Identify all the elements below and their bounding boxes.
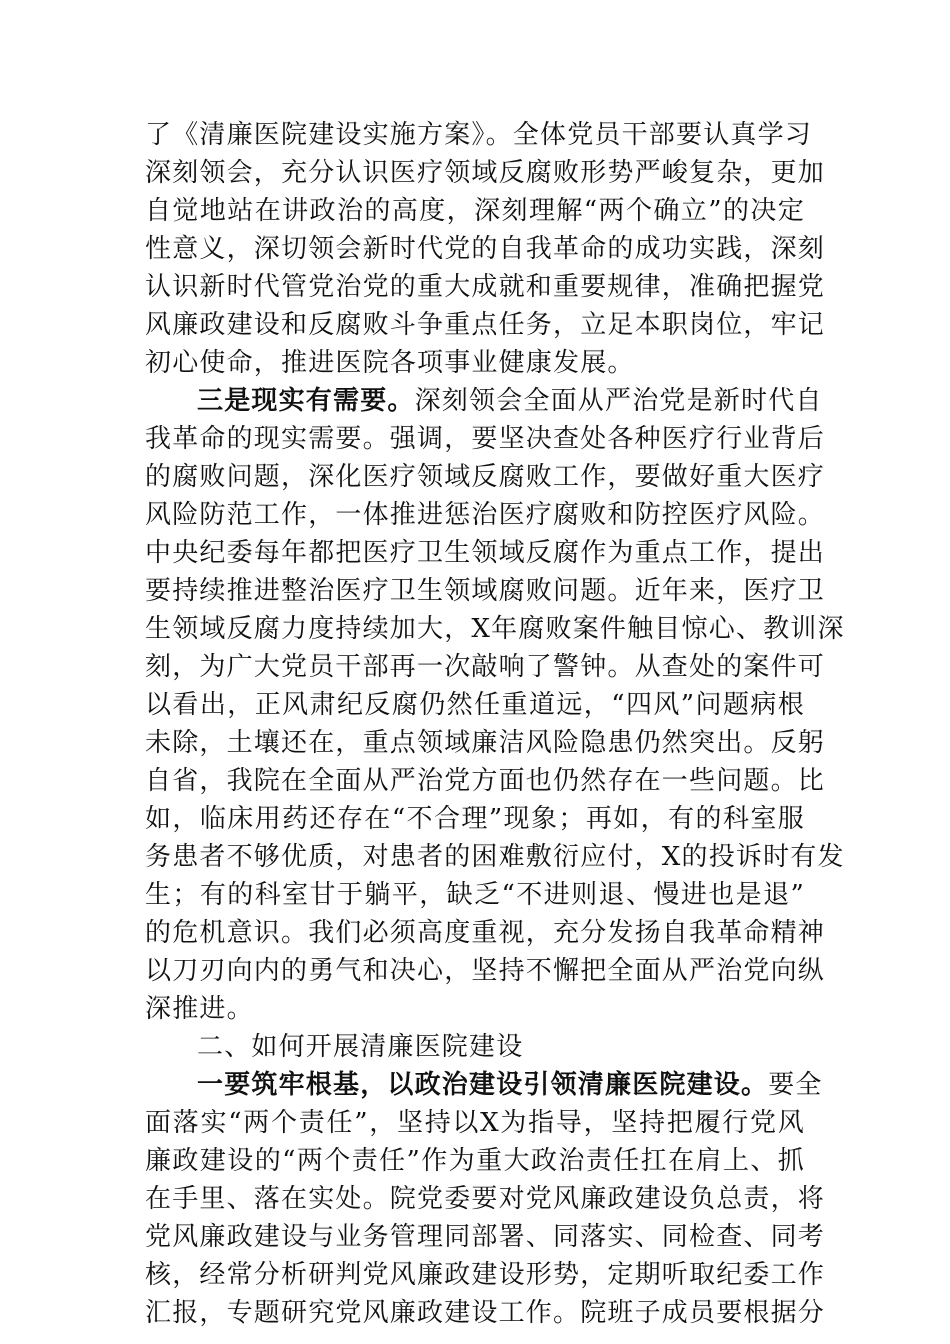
body-text-line: 风险防范工作，一体推进惩治医疗腐败和防控医疗风险。 <box>145 500 826 530</box>
section-heading: 二、如何开展清廉医院建设 <box>197 1032 524 1062</box>
body-text-line: 的腐败问题，深化医疗领域反腐败工作，要做好重大医疗 <box>145 462 826 492</box>
body-text-line: 自省，我院在全面从严治党方面也仍然存在一些问题。比 <box>145 766 826 796</box>
body-text-line: 中央纪委每年都把医疗卫生领域反腐作为重点工作，提出 <box>145 538 826 568</box>
body-text-line: 务患者不够优质，对患者的困难敷衍应付，X的投诉时有发 <box>145 842 845 872</box>
body-text-line: 如，临床用药还存在“不合理”现象；再如，有的科室服 <box>145 804 805 834</box>
paragraph-heading: 三是现实有需要。 <box>197 386 415 416</box>
body-text-line: 了《清廉医院建设实施方案》。全体党员干部要认真学习 <box>145 120 813 150</box>
body-text-line: 刻，为广大党员干部再一次敲响了警钟。从查处的案件可 <box>145 652 826 682</box>
body-text-line: 深刻领会，充分认识医疗领域反腐败形势严峻复杂，更加 <box>145 158 826 188</box>
body-text-line: 要持续推进整治医疗卫生领域腐败问题。近年来，医疗卫 <box>145 576 826 606</box>
paragraph-text: 深刻领会全面从严治党是新时代自 <box>414 386 823 416</box>
paragraph-heading: 一要筑牢根基，以政治建设引领清廉医院建设。 <box>197 1070 769 1100</box>
paragraph-first-line <box>197 1065 823 1105</box>
body-text-line: 生领域反腐力度持续加大，X年腐败案件触目惊心、教训深 <box>145 614 845 644</box>
body-text-line: 以刀刃向内的勇气和决心，坚持不懈把全面从严治党向纵 <box>145 956 826 986</box>
body-text-line: 深推进。 <box>145 994 254 1024</box>
body-text-line: 风廉政建设和反腐败斗争重点任务，立足本职岗位，牢记 <box>145 310 826 340</box>
body-text-line: 自觉地站在讲政治的高度，深刻理解“两个确立”的决定 <box>145 196 805 226</box>
body-text-line: 以看出，正风肃纪反腐仍然任重道远，“四风”问题病根 <box>145 690 805 720</box>
body-text-line: 初心使命，推进医院各项事业健康发展。 <box>145 348 635 378</box>
body-text-line: 生；有的科室甘于躺平，缺乏“不进则退、慢进也是退” <box>145 880 805 910</box>
body-text-line: 认识新时代管党治党的重大成就和重要规律，准确把握党 <box>145 272 826 302</box>
body-text-line: 的危机意识。我们必须高度重视，充分发扬自我革命精神 <box>145 918 826 948</box>
paragraph-first-line <box>197 381 823 421</box>
body-text-line: 我革命的现实需要。强调，要坚决查处各种医疗行业背后 <box>145 424 826 454</box>
body-text-line: 性意义，深切领会新时代党的自我革命的成功实践，深刻 <box>145 234 826 264</box>
body-text-line: 面落实“两个责任”，坚持以X为指导，坚持把履行党风 <box>145 1108 805 1138</box>
body-text-line: 未除，土壤还在，重点领域廉洁风险隐患仍然突出。反躬 <box>145 728 826 758</box>
body-text-line: 在手里、落在实处。院党委要对党风廉政建设负总责，将 <box>145 1184 826 1214</box>
body-text-line: 廉政建设的“两个责任”作为重大政治责任扛在肩上、抓 <box>145 1146 805 1176</box>
body-text-line: 党风廉政建设与业务管理同部署、同落实、同检查、同考 <box>145 1222 826 1252</box>
body-text-line: 核，经常分析研判党风廉政建设形势，定期听取纪委工作 <box>145 1260 826 1290</box>
paragraph-text: 要全 <box>768 1070 823 1100</box>
body-text-line: 汇报，专题研究党风廉政建设工作。院班子成员要根据分 <box>145 1298 826 1328</box>
